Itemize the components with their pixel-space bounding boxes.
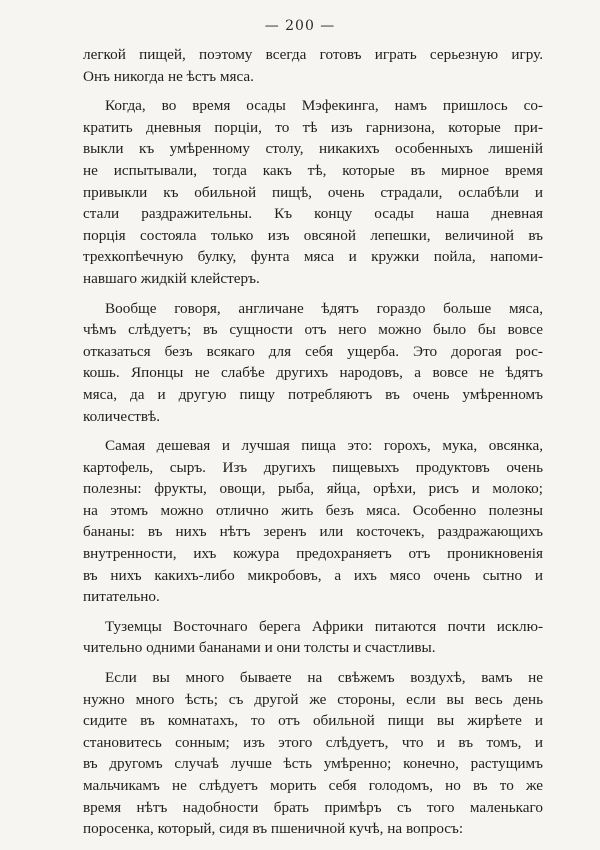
text-line: поросенка, который, сидя въ пшеничной кучѣ, на вопросъ: (83, 820, 464, 838)
text-line: чѣмъ слѣдуетъ; въ сущности отъ него можно было бы вовсе (83, 321, 543, 339)
text-line: не испытывали, тогда какъ тѣ, которые въ мирное время (83, 161, 543, 179)
text-line: въ другомъ случаѣ лучше ѣсть умѣренно; конечно, растущимъ (83, 755, 543, 773)
text-line: мальчикамъ не слѣдуетъ морить себя голодомъ, но въ то же (83, 777, 543, 794)
text-line: въ нихъ какихъ-либо микробовъ, а ихъ мясо очень сытно и (83, 566, 543, 584)
text-line: нужно много ѣсть; съ другой же стороны, если вы весь день (83, 690, 543, 708)
text-line: кратить дневныя порціи, то тѣ изъ гарнизона, которые при- (83, 118, 543, 136)
paragraph (83, 298, 543, 428)
text-line: Туземцы Восточнаго берега Африки питаются почти исклю- (105, 617, 543, 635)
paragraph (83, 616, 543, 659)
text-line: стали раздражительны. Къ концу осады наша дневная (83, 205, 543, 223)
text-line: трехкопѣечную булку, фунта мяса и кружки пойла, напоми- (83, 248, 543, 266)
text-line: Если вы много бываете на свѣжемъ воздухѣ, вамъ не (105, 669, 543, 687)
text-line: кошь. Японцы не слабѣе другихъ народовъ, а вовсе не ѣдятъ (83, 364, 543, 382)
text-line: мяса, да и другую пищу потребляютъ въ очень умѣренномъ (83, 385, 543, 403)
text-line: Вообще говоря, англичане ѣдятъ гораздо больше мяса, (105, 299, 543, 317)
text-line: на этомъ можно отлично жить безъ мяса. Особенно полезны (83, 501, 543, 519)
text-line: сидите въ комнатахъ, то отъ обильной пищи вы жирѣете и (83, 712, 543, 730)
text-line: бананы: въ нихъ нѣтъ зеренъ или косточекъ, раздражающихъ (83, 523, 543, 541)
text-line: порція состояла только изъ овсяной лепешки, величиной въ (83, 226, 543, 244)
text-line: картофель, сыръ. Изъ другихъ пищевыхъ продуктовъ очень (83, 458, 543, 476)
text-line: навшаго жидкій клейстеръ. (83, 269, 260, 287)
paragraph (83, 435, 543, 608)
paragraph (83, 95, 543, 289)
text-line: внутренности, ихъ кожура предохраняетъ отъ проникновенія (83, 545, 543, 563)
text-line: полезны: фрукты, овощи, рыба, яйца, орѣхи, рисъ и молоко; (83, 480, 543, 498)
text-line: время нѣтъ надобности брать примѣръ съ того маленькаго (83, 798, 543, 816)
text-line: Когда, во время осады Мэфекинга, намъ пришлось со- (105, 97, 543, 115)
text-line: легкой пищей, поэтому всегда готовъ играть серьезную игру. (83, 46, 543, 63)
paragraph (83, 44, 543, 87)
text-line: Онъ никогда не ѣстъ мяса. (83, 67, 254, 85)
text-line: становитесь сонным; изъ этого слѣдуетъ, что и въ томъ, и (83, 733, 543, 751)
page-number: — 200 — (264, 18, 336, 34)
text-line: отказаться безъ всякаго для себя ущерба. Это дорогая рос- (83, 342, 543, 360)
text-line: питательно. (83, 588, 160, 606)
text-line: Самая дешевая и лучшая пища это: горохъ, мука, овсянка, (105, 437, 543, 455)
text-line: привыкли къ обильной пищѣ, очень страдали, ослабѣли и (83, 183, 543, 201)
text-line: чительно одними бананами и они толсты и счастливы. (83, 639, 436, 657)
text-line: количествѣ. (83, 407, 161, 425)
paragraph (83, 667, 543, 840)
text-line: выкли къ умѣренному столу, никакихъ особенныхъ лишеній (83, 140, 543, 158)
body-text (83, 44, 543, 848)
